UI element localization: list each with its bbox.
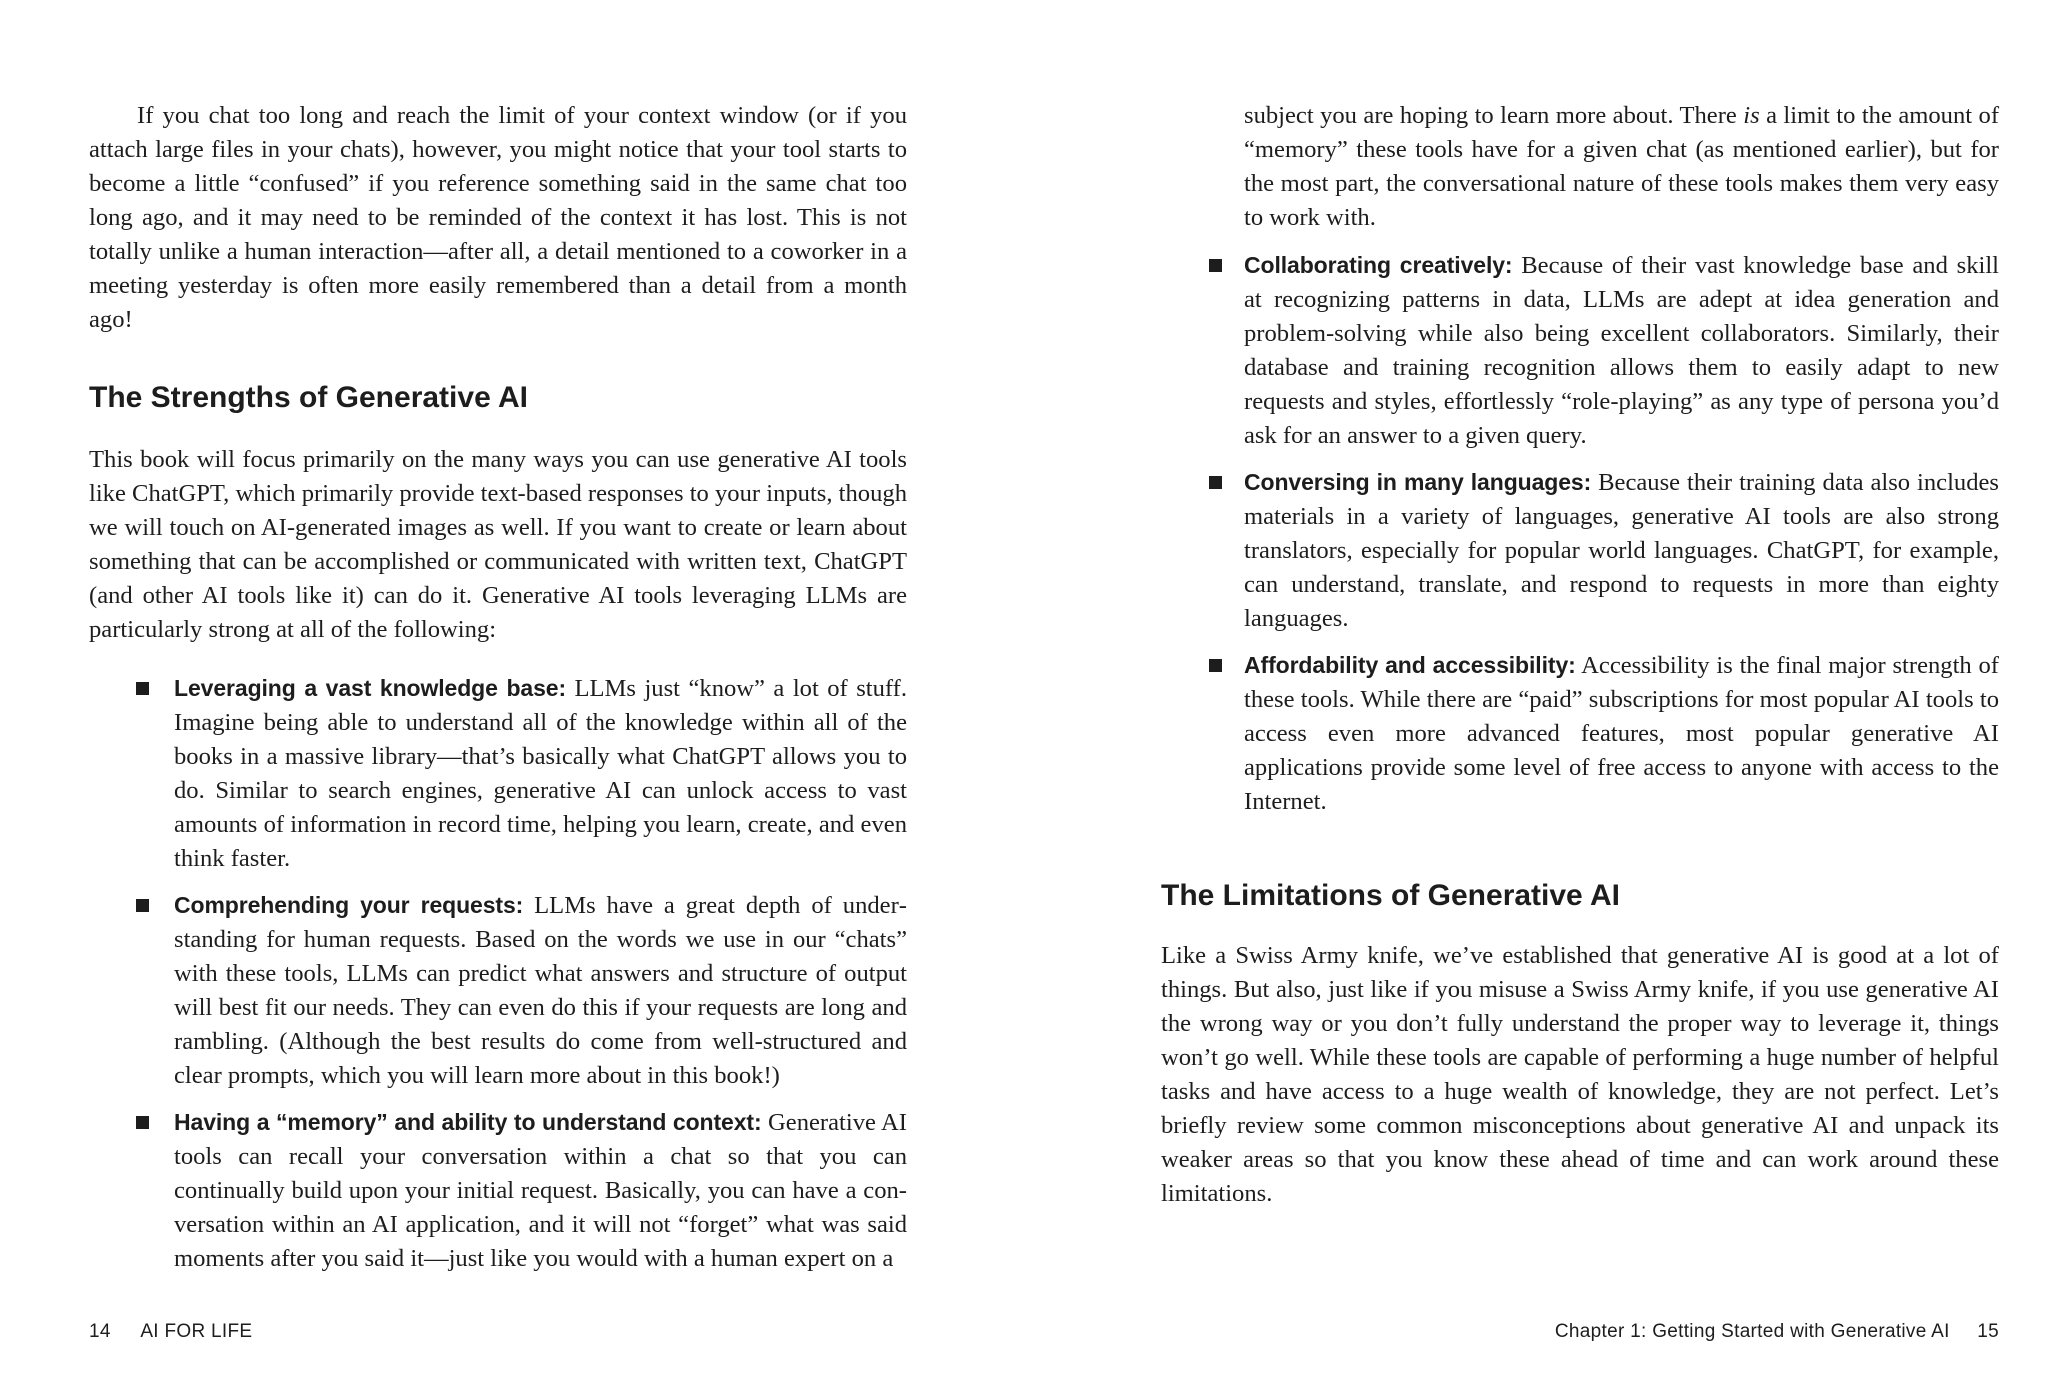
book-title: AI FOR LIFE xyxy=(140,1321,253,1342)
continuation-text-after: a limit to the amount of “memory” these tools have for a given chat (as mentioned earlier), but for the most part, the conversational nature of these tools makes them very easy to work with. xyxy=(1244,102,2000,231)
left-footer xyxy=(89,1321,252,1343)
bullet-lead: Leveraging a vast knowledge base: xyxy=(174,675,567,701)
limitations-heading: The Limitations of Generative AI xyxy=(1161,879,1620,912)
square-bullet-icon xyxy=(1209,476,1222,489)
right-page-number: 15 xyxy=(1977,1321,1999,1342)
bullet-item xyxy=(1209,248,1999,453)
bullet-lead: Conversing in many languages: xyxy=(1244,469,1592,495)
right-footer xyxy=(1555,1321,1999,1343)
bullet-text xyxy=(1244,465,1999,636)
bullet-item xyxy=(1209,648,1999,819)
bullet-text xyxy=(1244,648,1999,819)
strengths-heading: The Strengths of Generative AI xyxy=(89,381,528,414)
right-continuation-paragraph xyxy=(1244,99,1999,235)
bullet-body: Because of their vast knowledge base and skill at recognizing patterns in data, LLMs are adept at idea generation and problem-solving while also being excellent collaborators. Similarly, their database and training recognition allows them to easily adapt to new requests and styles, effortlessly “role-playing” as any type of persona you’d ask for an answer to a given query. xyxy=(1244,252,1999,449)
bullet-lead: Collaborating creatively: xyxy=(1244,252,1513,278)
bullet-text xyxy=(174,888,907,1093)
bullet-body: Accessibility is the final major strength of these tools. While there are “paid” subscriptions for most popular AI tools to access even more advanced features, most popular generative AI applications provide some level of free access to anyone with access to the Internet. xyxy=(1244,652,1999,815)
continuation-emphasis: is xyxy=(1743,102,1760,129)
bullet-body: Because their training data also includes materials in a variety of languages, generative AI tools are also strong translators, especially for popular world languages. ChatGPT, for example, can understand, translate, and respond to requests in more than eighty languages. xyxy=(1244,469,1999,632)
square-bullet-icon xyxy=(136,899,149,912)
square-bullet-icon xyxy=(136,1116,149,1129)
bullet-lead: Having a “memory” and ability to understand context: xyxy=(174,1109,762,1135)
bullet-item xyxy=(136,1105,907,1276)
bullet-body: Generative AI tools can recall your conversation within a chat so that you can continually build upon your initial request. Basically, you can have a conversation within an AI application, and it will not “forget” what was said moments after you said it—just like you would with a human expert on a xyxy=(174,1109,907,1272)
strengths-body-paragraph: This book will focus primarily on the many ways you can use generative AI tools like ChatGPT, which primarily provide text-based responses to your inputs, though we will touch on AI-generated images as well. If you want to create or learn about something that can be accomplished or communicated with written text, ChatGPT (and other AI tools like it) can do it. Generative AI tools leveraging LLMs are particularly strong at all of the following: xyxy=(89,446,907,643)
bullet-body: LLMs just “know” a lot of stuff. Imagine being able to understand all of the knowledge within all of the books in a massive library—that’s basically what ChatGPT allows you to do. Similar to search engines, generative AI can unlock access to vast amounts of information in record time, helping you learn, create, and even think faster. xyxy=(174,675,908,872)
bullet-item xyxy=(1209,465,1999,636)
chapter-title: Chapter 1: Getting Started with Generative AI xyxy=(1554,1321,1950,1342)
left-page-number: 14 xyxy=(89,1321,111,1342)
strengths-bullet-list-continued xyxy=(1209,248,1999,831)
bullet-item xyxy=(136,671,907,876)
strengths-bullet-list xyxy=(136,671,907,1288)
square-bullet-icon xyxy=(1209,659,1222,672)
bullet-lead: Comprehending your requests: xyxy=(174,892,524,918)
square-bullet-icon xyxy=(136,682,149,695)
bullet-text xyxy=(1244,248,1999,453)
bullet-text xyxy=(174,1105,907,1276)
bullet-lead: Affordability and accessibility: xyxy=(1244,652,1576,678)
bullet-body: LLMs have a great depth of understanding for human requests. Based on the words we use in our “chats” with these tools, LLMs can predict what answers and structure of output will best fit our needs. They can even do this if your requests are long and rambling. (Although the best results do come from well-structured and clear prompts, which you will learn more about in this book!) xyxy=(174,892,907,1089)
limitations-body-paragraph: Like a Swiss Army knife, we’ve established that generative AI is good at a lot of things. But also, just like if you misuse a Swiss Army knife, if you use generative AI the wrong way or you don’t fully understand the proper way to leverage it, things won’t go well. While these tools are capable of performing a huge number of helpful tasks and have access to a huge wealth of knowledge, they are not perfect. Let’s briefly review some common misconceptions about generative AI and unpack its weaker areas so that you know these ahead of time and can work around these limitations. xyxy=(1161,942,1999,1207)
bullet-text xyxy=(174,671,907,876)
continuation-text-before: subject you are hoping to learn more about. There xyxy=(1244,102,1744,129)
left-intro-paragraph: If you chat too long and reach the limit of your context window (or if you attach large files in your chats), however, you might notice that your tool starts to become a little “confused” if you reference something said in the same chat too long ago, and it may need to be reminded of the context it has lost. This is not totally unlike a human interaction—after all, a detail mentioned to a coworker in a meeting yesterday is often more easily remembered than a detail from a month ago! xyxy=(89,102,907,333)
square-bullet-icon xyxy=(1209,259,1222,272)
left-page xyxy=(0,0,1026,1400)
bullet-item xyxy=(136,888,907,1093)
right-page xyxy=(1026,0,2053,1400)
